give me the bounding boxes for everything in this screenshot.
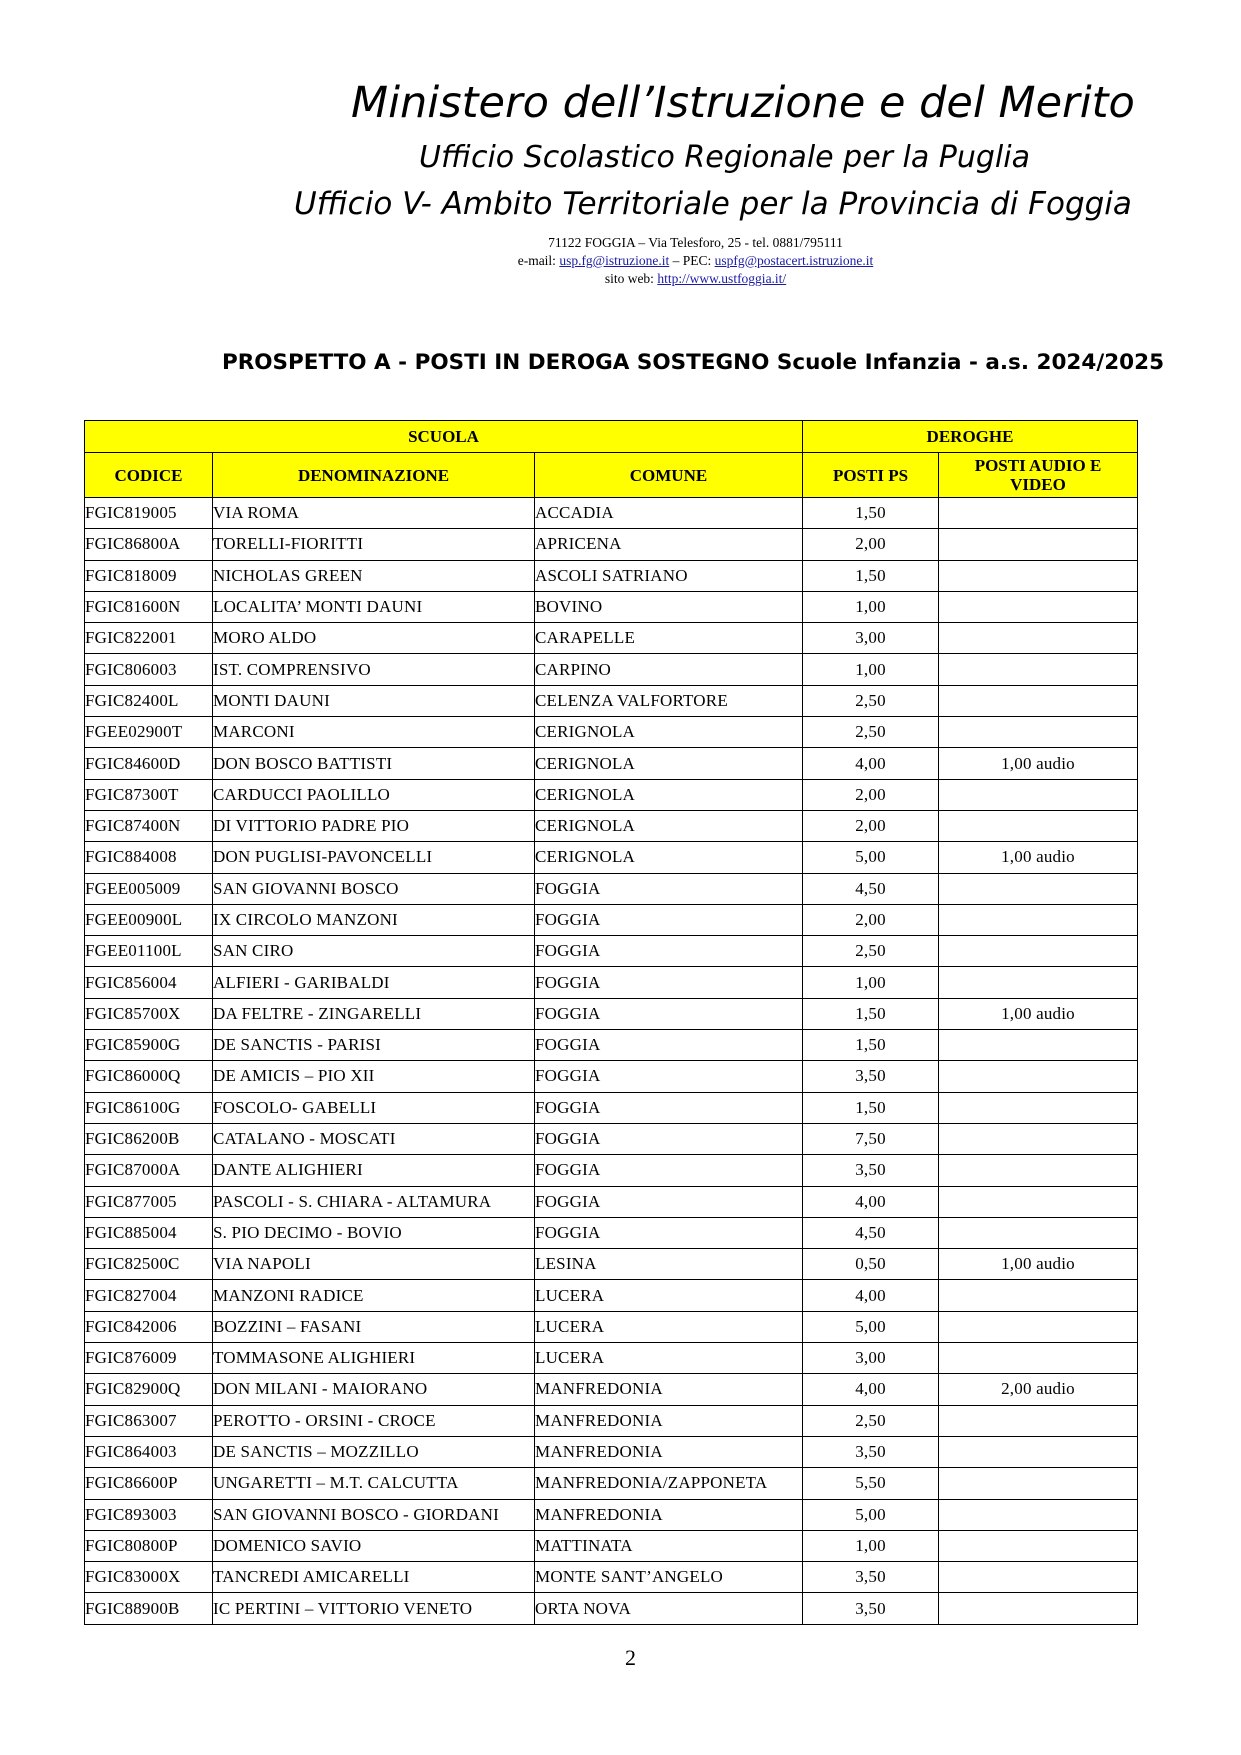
cell-posti-audio xyxy=(939,717,1138,748)
cell-posti-audio xyxy=(939,1530,1138,1561)
table-row xyxy=(85,1436,1138,1467)
cell-posti-ps: 3,50 xyxy=(803,1061,939,1092)
cell-codice: FGIC86800A xyxy=(85,529,213,560)
table-row xyxy=(85,1217,1138,1248)
pec-label: – PEC: xyxy=(669,253,715,268)
cell-denominazione: S. PIO DECIMO - BOVIO xyxy=(213,1217,535,1248)
ministry-name: Ministero dell’Istruzione e del Merito xyxy=(351,78,1135,128)
cell-posti-ps: 3,50 xyxy=(803,1593,939,1624)
cell-comune: MANFREDONIA xyxy=(535,1405,803,1436)
cell-codice: FGIC87000A xyxy=(85,1155,213,1186)
cell-posti-ps: 1,00 xyxy=(803,1530,939,1561)
table-row xyxy=(85,873,1138,904)
page-number: 2 xyxy=(625,1645,636,1670)
cell-comune: MONTE SANT’ANGELO xyxy=(535,1562,803,1593)
cell-codice: FGIC856004 xyxy=(85,967,213,998)
website-link[interactable]: http://www.ustfoggia.it/ xyxy=(657,271,787,286)
cell-posti-audio xyxy=(939,1562,1138,1593)
column-header-posti-audio-video xyxy=(939,453,1138,498)
cell-posti-audio xyxy=(939,623,1138,654)
cell-posti-ps: 1,50 xyxy=(803,1030,939,1061)
table-row xyxy=(85,623,1138,654)
table-row xyxy=(85,560,1138,591)
cell-denominazione: SAN GIOVANNI BOSCO xyxy=(213,873,535,904)
cell-posti-audio xyxy=(939,1436,1138,1467)
cell-denominazione: IC PERTINI – VITTORIO VENETO xyxy=(213,1593,535,1624)
cell-comune: FOGGIA xyxy=(535,1155,803,1186)
cell-comune: MANFREDONIA xyxy=(535,1436,803,1467)
cell-denominazione: ALFIERI - GARIBALDI xyxy=(213,967,535,998)
cell-codice: FGIC82900Q xyxy=(85,1374,213,1405)
table-row xyxy=(85,1343,1138,1374)
cell-comune: ASCOLI SATRIANO xyxy=(535,560,803,591)
cell-posti-ps: 4,00 xyxy=(803,748,939,779)
document-title: PROSPETTO A - POSTI IN DEROGA SOSTEGNO Scuole Infanzia - a.s. 2024/2025 xyxy=(221,350,1165,375)
cell-codice: FGIC819005 xyxy=(85,498,213,529)
cell-codice: FGEE005009 xyxy=(85,873,213,904)
table-row xyxy=(85,936,1138,967)
cell-codice: FGIC81600N xyxy=(85,591,213,622)
cell-posti-audio xyxy=(939,1593,1138,1624)
cell-posti-audio xyxy=(939,1405,1138,1436)
table-row xyxy=(85,1374,1138,1405)
table-row xyxy=(85,904,1138,935)
table-row xyxy=(85,1186,1138,1217)
cell-posti-audio: 2,00 audio xyxy=(939,1374,1138,1405)
cell-codice: FGIC86100G xyxy=(85,1092,213,1123)
cell-posti-audio xyxy=(939,1217,1138,1248)
cell-comune: FOGGIA xyxy=(535,998,803,1029)
cell-denominazione: IX CIRCOLO MANZONI xyxy=(213,904,535,935)
cell-posti-ps: 1,50 xyxy=(803,998,939,1029)
table-row xyxy=(85,1593,1138,1624)
cell-comune: ORTA NOVA xyxy=(535,1593,803,1624)
cell-posti-audio xyxy=(939,1092,1138,1123)
cell-comune: LUCERA xyxy=(535,1311,803,1342)
deroga-table xyxy=(84,420,1138,1625)
cell-posti-audio xyxy=(939,810,1138,841)
table-row xyxy=(85,1123,1138,1154)
website-line xyxy=(0,270,1241,287)
cell-denominazione: DE SANCTIS – MOZZILLO xyxy=(213,1436,535,1467)
cell-posti-ps: 1,00 xyxy=(803,654,939,685)
cell-posti-ps: 5,00 xyxy=(803,1499,939,1530)
cell-comune: FOGGIA xyxy=(535,1123,803,1154)
cell-codice: FGIC82400L xyxy=(85,685,213,716)
cell-codice: FGIC818009 xyxy=(85,560,213,591)
cell-denominazione: LOCALITA’ MONTI DAUNI xyxy=(213,591,535,622)
cell-posti-audio xyxy=(939,1468,1138,1499)
cell-denominazione: BOZZINI – FASANI xyxy=(213,1311,535,1342)
cell-posti-ps: 7,50 xyxy=(803,1123,939,1154)
cell-codice: FGIC87400N xyxy=(85,810,213,841)
cell-posti-audio: 1,00 audio xyxy=(939,842,1138,873)
cell-denominazione: TANCREDI AMICARELLI xyxy=(213,1562,535,1593)
cell-posti-ps: 2,00 xyxy=(803,779,939,810)
cell-codice: FGIC863007 xyxy=(85,1405,213,1436)
cell-comune: CERIGNOLA xyxy=(535,717,803,748)
cell-posti-ps: 2,00 xyxy=(803,529,939,560)
cell-posti-ps: 4,00 xyxy=(803,1186,939,1217)
cell-denominazione: FOSCOLO- GABELLI xyxy=(213,1092,535,1123)
cell-comune: MATTINATA xyxy=(535,1530,803,1561)
cell-comune: ACCADIA xyxy=(535,498,803,529)
cell-posti-audio xyxy=(939,529,1138,560)
web-label: sito web: xyxy=(604,271,658,286)
cell-codice: FGIC88900B xyxy=(85,1593,213,1624)
cell-comune: CARAPELLE xyxy=(535,623,803,654)
cell-posti-audio: 1,00 audio xyxy=(939,748,1138,779)
cell-denominazione: TORELLI-FIORITTI xyxy=(213,529,535,560)
cell-posti-ps: 1,00 xyxy=(803,591,939,622)
cell-denominazione: DON PUGLISI-PAVONCELLI xyxy=(213,842,535,873)
cell-comune: FOGGIA xyxy=(535,873,803,904)
cell-denominazione: DI VITTORIO PADRE PIO xyxy=(213,810,535,841)
table-row xyxy=(85,1249,1138,1280)
cell-codice: FGIC876009 xyxy=(85,1343,213,1374)
cell-comune: MANFREDONIA xyxy=(535,1499,803,1530)
cell-posti-ps: 3,50 xyxy=(803,1436,939,1467)
cell-codice: FGIC842006 xyxy=(85,1311,213,1342)
cell-posti-audio xyxy=(939,779,1138,810)
cell-denominazione: DON MILANI - MAIORANO xyxy=(213,1374,535,1405)
cell-posti-audio xyxy=(939,1311,1138,1342)
cell-denominazione: VIA NAPOLI xyxy=(213,1249,535,1280)
group-header-deroghe: DEROGHE xyxy=(803,421,1138,453)
cell-posti-audio: 1,00 audio xyxy=(939,1249,1138,1280)
table-row xyxy=(85,1468,1138,1499)
cell-comune: FOGGIA xyxy=(535,1030,803,1061)
cell-posti-audio xyxy=(939,591,1138,622)
cell-posti-ps: 2,50 xyxy=(803,717,939,748)
cell-comune: MANFREDONIA xyxy=(535,1374,803,1405)
cell-comune: FOGGIA xyxy=(535,904,803,935)
cell-posti-audio xyxy=(939,685,1138,716)
cell-posti-ps: 1,50 xyxy=(803,1092,939,1123)
cell-comune: FOGGIA xyxy=(535,1186,803,1217)
cell-denominazione: MORO ALDO xyxy=(213,623,535,654)
cell-denominazione: DA FELTRE - ZINGARELLI xyxy=(213,998,535,1029)
posti-audio-line2: VIDEO xyxy=(1010,475,1066,494)
cell-denominazione: PASCOLI - S. CHIARA - ALTAMURA xyxy=(213,1186,535,1217)
table-row xyxy=(85,1311,1138,1342)
cell-codice: FGIC84600D xyxy=(85,748,213,779)
cell-posti-ps: 5,00 xyxy=(803,1311,939,1342)
cell-posti-ps: 3,50 xyxy=(803,1562,939,1593)
cell-denominazione: SAN GIOVANNI BOSCO - GIORDANI xyxy=(213,1499,535,1530)
cell-codice: FGIC86600P xyxy=(85,1468,213,1499)
cell-comune: LESINA xyxy=(535,1249,803,1280)
cell-posti-audio xyxy=(939,1030,1138,1061)
cell-codice: FGIC885004 xyxy=(85,1217,213,1248)
cell-denominazione: DON BOSCO BATTISTI xyxy=(213,748,535,779)
cell-denominazione: MARCONI xyxy=(213,717,535,748)
column-header-comune: COMUNE xyxy=(535,453,803,498)
cell-comune: FOGGIA xyxy=(535,1061,803,1092)
cell-denominazione: TOMMASONE ALIGHIERI xyxy=(213,1343,535,1374)
cell-codice: FGIC86000Q xyxy=(85,1061,213,1092)
address-line: 71122 FOGGIA – Via Telesforo, 25 - tel. 0881/795111 xyxy=(548,235,843,250)
cell-codice: FGIC884008 xyxy=(85,842,213,873)
cell-denominazione: UNGARETTI – M.T. CALCUTTA xyxy=(213,1468,535,1499)
table-row xyxy=(85,1030,1138,1061)
cell-posti-audio xyxy=(939,498,1138,529)
cell-comune: CERIGNOLA xyxy=(535,810,803,841)
column-header-posti-ps: POSTI PS xyxy=(803,453,939,498)
cell-posti-audio xyxy=(939,936,1138,967)
cell-denominazione: DANTE ALIGHIERI xyxy=(213,1155,535,1186)
table-row xyxy=(85,1092,1138,1123)
cell-denominazione: PEROTTO - ORSINI - CROCE xyxy=(213,1405,535,1436)
cell-comune: CERIGNOLA xyxy=(535,748,803,779)
table-row xyxy=(85,591,1138,622)
table-row xyxy=(85,654,1138,685)
table-row xyxy=(85,498,1138,529)
cell-comune: CARPINO xyxy=(535,654,803,685)
cell-denominazione: MANZONI RADICE xyxy=(213,1280,535,1311)
group-header-scuola: SCUOLA xyxy=(85,421,803,453)
cell-posti-audio xyxy=(939,1186,1138,1217)
cell-posti-ps: 5,00 xyxy=(803,842,939,873)
cell-comune: LUCERA xyxy=(535,1280,803,1311)
table-row xyxy=(85,1405,1138,1436)
cell-denominazione: CATALANO - MOSCATI xyxy=(213,1123,535,1154)
column-header-codice: CODICE xyxy=(85,453,213,498)
cell-posti-ps: 3,50 xyxy=(803,1155,939,1186)
provincial-office-name: Ufficio V- Ambito Territoriale per la Provincia di Foggia xyxy=(294,186,1132,222)
cell-posti-audio xyxy=(939,1280,1138,1311)
cell-posti-audio xyxy=(939,904,1138,935)
email-label: e-mail: xyxy=(517,253,560,268)
email-link[interactable]: usp.fg@istruzione.it xyxy=(559,253,670,268)
cell-codice: FGIC85900G xyxy=(85,1030,213,1061)
cell-codice: FGIC82500C xyxy=(85,1249,213,1280)
cell-posti-ps: 1,00 xyxy=(803,967,939,998)
cell-codice: FGIC893003 xyxy=(85,1499,213,1530)
cell-denominazione: MONTI DAUNI xyxy=(213,685,535,716)
table-row xyxy=(85,1530,1138,1561)
table-row xyxy=(85,685,1138,716)
table-row xyxy=(85,967,1138,998)
table-row xyxy=(85,717,1138,748)
cell-posti-ps: 2,00 xyxy=(803,904,939,935)
cell-codice: FGIC806003 xyxy=(85,654,213,685)
cell-comune: FOGGIA xyxy=(535,1092,803,1123)
cell-posti-audio xyxy=(939,654,1138,685)
posti-audio-line1: POSTI AUDIO E xyxy=(974,456,1102,475)
cell-codice: FGEE00900L xyxy=(85,904,213,935)
cell-codice: FGEE02900T xyxy=(85,717,213,748)
cell-posti-audio xyxy=(939,1123,1138,1154)
cell-posti-ps: 4,00 xyxy=(803,1280,939,1311)
cell-posti-audio xyxy=(939,967,1138,998)
cell-codice: FGIC877005 xyxy=(85,1186,213,1217)
email-line xyxy=(0,252,1241,269)
cell-posti-ps: 3,00 xyxy=(803,1343,939,1374)
table-row xyxy=(85,1280,1138,1311)
cell-codice: FGIC87300T xyxy=(85,779,213,810)
cell-comune: BOVINO xyxy=(535,591,803,622)
cell-posti-ps: 2,50 xyxy=(803,685,939,716)
column-header-denominazione: DENOMINAZIONE xyxy=(213,453,535,498)
cell-posti-audio: 1,00 audio xyxy=(939,998,1138,1029)
cell-posti-ps: 1,50 xyxy=(803,560,939,591)
table-row xyxy=(85,779,1138,810)
cell-posti-audio xyxy=(939,1155,1138,1186)
cell-posti-ps: 2,50 xyxy=(803,936,939,967)
cell-denominazione: DOMENICO SAVIO xyxy=(213,1530,535,1561)
cell-posti-ps: 5,50 xyxy=(803,1468,939,1499)
cell-comune: CERIGNOLA xyxy=(535,842,803,873)
cell-codice: FGIC822001 xyxy=(85,623,213,654)
cell-codice: FGIC864003 xyxy=(85,1436,213,1467)
cell-comune: APRICENA xyxy=(535,529,803,560)
cell-posti-audio xyxy=(939,1499,1138,1530)
pec-link[interactable]: uspfg@postacert.istruzione.it xyxy=(714,253,874,268)
table-row xyxy=(85,1155,1138,1186)
cell-posti-ps: 4,00 xyxy=(803,1374,939,1405)
cell-posti-ps: 3,00 xyxy=(803,623,939,654)
table-row xyxy=(85,748,1138,779)
table-row xyxy=(85,998,1138,1029)
cell-denominazione: SAN CIRO xyxy=(213,936,535,967)
cell-comune: FOGGIA xyxy=(535,1217,803,1248)
cell-comune: CELENZA VALFORTORE xyxy=(535,685,803,716)
table-body xyxy=(85,498,1138,1625)
cell-denominazione: CARDUCCI PAOLILLO xyxy=(213,779,535,810)
cell-posti-ps: 2,50 xyxy=(803,1405,939,1436)
table-row xyxy=(85,529,1138,560)
cell-codice: FGIC86200B xyxy=(85,1123,213,1154)
cell-codice: FGIC80800P xyxy=(85,1530,213,1561)
cell-comune: CERIGNOLA xyxy=(535,779,803,810)
table-row xyxy=(85,810,1138,841)
table-row xyxy=(85,842,1138,873)
table-row xyxy=(85,1562,1138,1593)
cell-posti-audio xyxy=(939,560,1138,591)
regional-office-name: Ufficio Scolastico Regionale per la Puglia xyxy=(419,140,1030,175)
cell-posti-ps: 1,50 xyxy=(803,498,939,529)
cell-posti-audio xyxy=(939,1061,1138,1092)
cell-codice: FGIC85700X xyxy=(85,998,213,1029)
cell-posti-ps: 4,50 xyxy=(803,873,939,904)
cell-comune: MANFREDONIA/ZAPPONETA xyxy=(535,1468,803,1499)
table-row xyxy=(85,1499,1138,1530)
cell-comune: FOGGIA xyxy=(535,967,803,998)
cell-codice: FGIC83000X xyxy=(85,1562,213,1593)
cell-denominazione: NICHOLAS GREEN xyxy=(213,560,535,591)
cell-denominazione: DE AMICIS – PIO XII xyxy=(213,1061,535,1092)
cell-posti-ps: 2,00 xyxy=(803,810,939,841)
cell-posti-ps: 4,50 xyxy=(803,1217,939,1248)
cell-comune: LUCERA xyxy=(535,1343,803,1374)
cell-codice: FGIC827004 xyxy=(85,1280,213,1311)
cell-denominazione: IST. COMPRENSIVO xyxy=(213,654,535,685)
cell-codice: FGEE01100L xyxy=(85,936,213,967)
cell-denominazione: DE SANCTIS - PARISI xyxy=(213,1030,535,1061)
table-row xyxy=(85,1061,1138,1092)
cell-posti-audio xyxy=(939,873,1138,904)
cell-posti-ps: 0,50 xyxy=(803,1249,939,1280)
cell-posti-audio xyxy=(939,1343,1138,1374)
cell-denominazione: VIA ROMA xyxy=(213,498,535,529)
cell-comune: FOGGIA xyxy=(535,936,803,967)
